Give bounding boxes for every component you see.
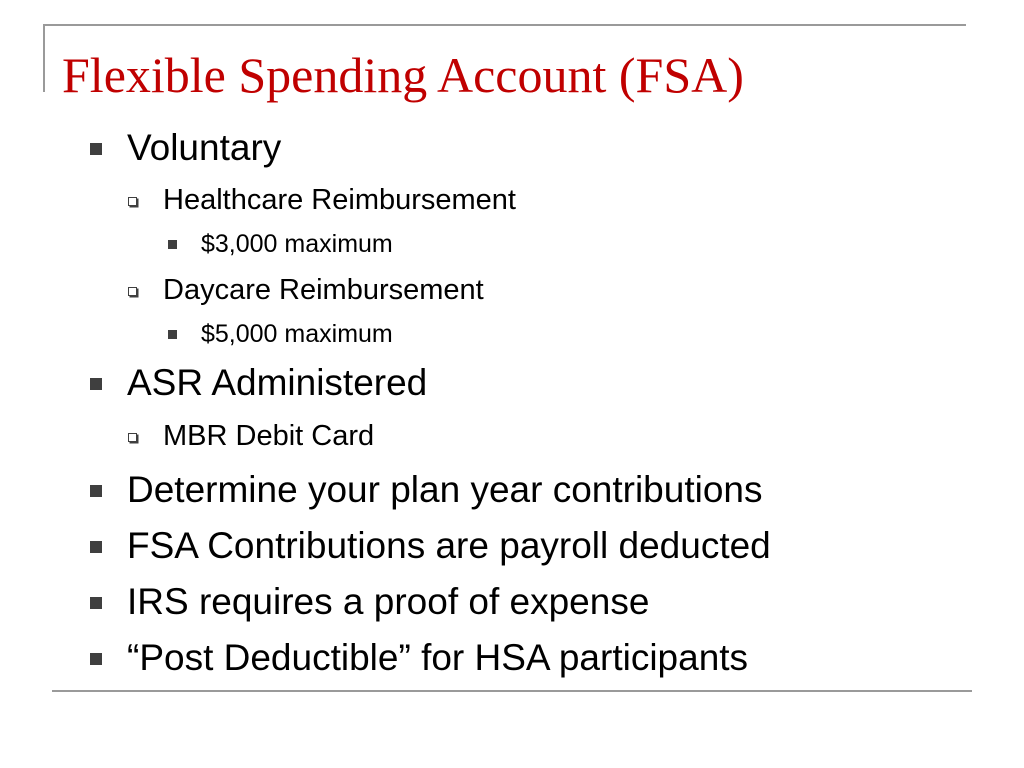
bullet-text: “Post Deductible” for HSA participants <box>127 637 749 678</box>
bullet-text: $3,000 maximum <box>201 230 393 258</box>
bullet-text: Determine your plan year contributions <box>127 469 763 510</box>
bullet-text: IRS requires a proof of expense <box>127 581 650 622</box>
square-bullet-icon <box>90 541 102 553</box>
hollow-square-bullet-icon <box>128 287 137 296</box>
bullet-text: $5,000 maximum <box>201 320 393 348</box>
square-bullet-icon <box>90 597 102 609</box>
square-bullet-icon <box>90 378 102 390</box>
bullet-text: MBR Debit Card <box>163 420 375 452</box>
hollow-square-bullet-icon <box>128 433 137 442</box>
bullet-text: FSA Contributions are payroll deducted <box>127 525 771 566</box>
square-bullet-icon <box>90 653 102 665</box>
bullet-text: Voluntary <box>127 127 282 168</box>
hollow-square-bullet-icon <box>128 197 137 206</box>
square-bullet-icon <box>90 143 102 155</box>
small-square-bullet-icon <box>168 240 177 249</box>
small-square-bullet-icon <box>168 330 177 339</box>
bullet-text: ASR Administered <box>127 362 428 403</box>
bullet-text: Healthcare Reimbursement <box>163 184 516 216</box>
square-bullet-icon <box>90 485 102 497</box>
slide-title: Flexible Spending Account (FSA) <box>62 47 744 103</box>
bullet-text: Daycare Reimbursement <box>163 274 484 306</box>
frame-bottom-rule <box>52 690 972 692</box>
